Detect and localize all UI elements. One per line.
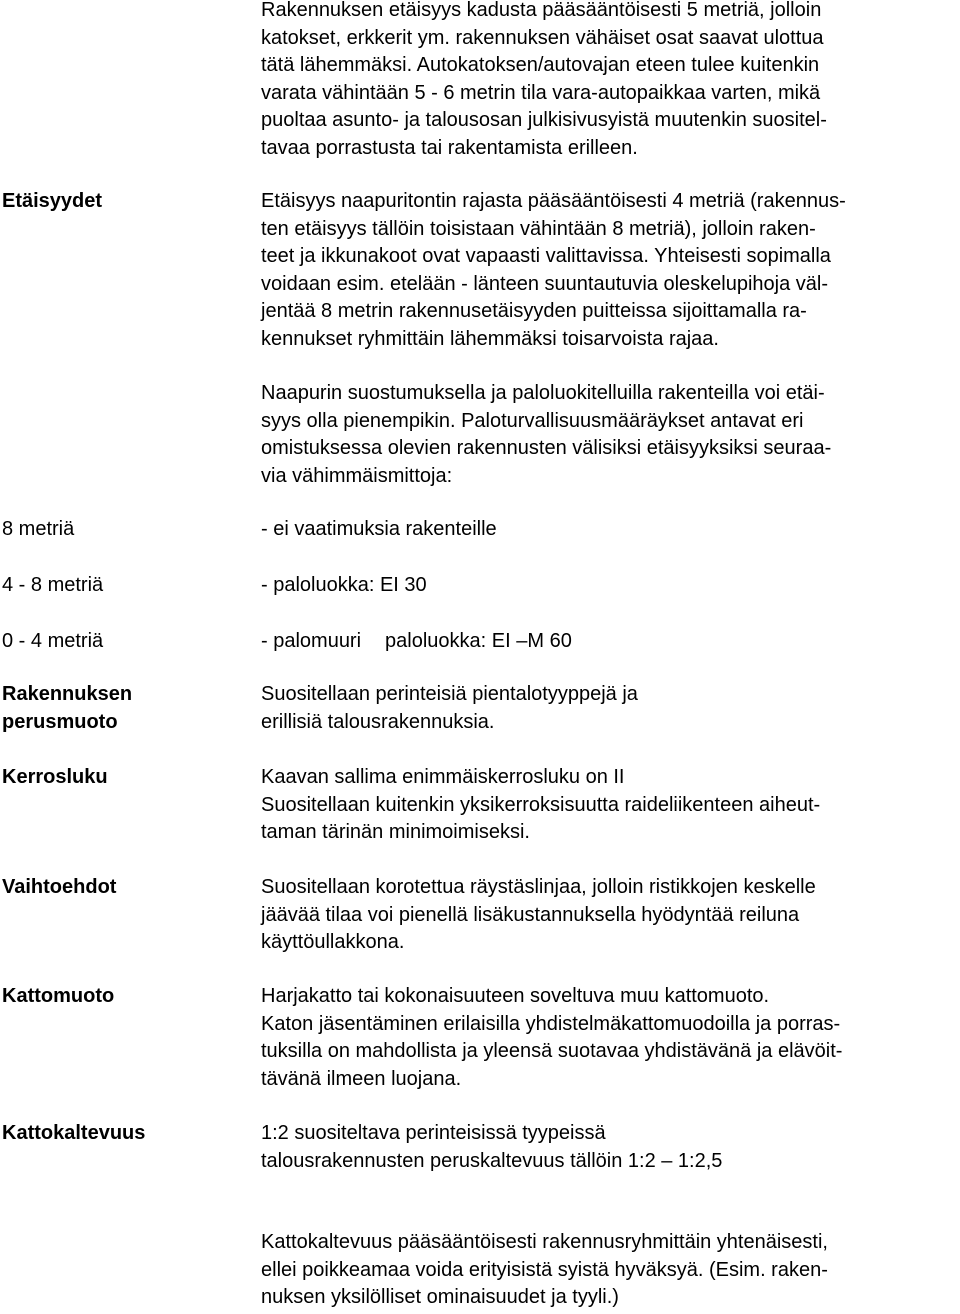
kerrosluku-paragraph (261, 764, 951, 847)
text-line: 1:2 suositeltava perinteisissä tyypeissä (261, 1122, 606, 1144)
distance-requirement (261, 628, 572, 656)
section-label-kerrosluku (2, 764, 108, 792)
text-line: katokset, erkkerit ym. rakennuksen vähäiset osat saavat ulottua (261, 26, 824, 49)
text-line: Kaavan sallima enimmäiskerrosluku on II (261, 766, 625, 788)
text-line: käyttöullakkona. (261, 931, 405, 953)
etaisyydet-paragraph-1 (261, 188, 951, 353)
text-line: puoltaa asunto- ja talousosan julkisivusyistä muutenkin suositel- (261, 109, 827, 131)
distance-range: 4 - 8 metriä (2, 574, 104, 596)
text-line: syys olla pienempikin. Paloturvallisuusmääräykset antavat eri (261, 409, 804, 432)
text-line: taman tärinän minimoimiseksi. (261, 821, 530, 843)
perusmuoto-paragraph (261, 681, 951, 736)
section-label-text: perusmuoto (2, 710, 118, 733)
text-line: teet ja ikkunakoot ovat vapaasti valittavissa. Yhteisesti sopimalla (261, 245, 831, 267)
distance-requirement: - paloluokka: EI 30 (261, 574, 427, 596)
section-label-text: Etäisyydet (2, 190, 103, 212)
text-line: ten etäisyys tällöin toisistaan vähintään 8 metriä), jolloin raken- (261, 217, 816, 240)
etaisyydet-paragraph-2 (261, 380, 951, 490)
text-line: Suositellaan kuitenkin yksikerroksisuutta raideliikenteen aiheut- (261, 793, 821, 816)
distance-requirement-part: paloluokka: EI –M 60 (385, 630, 572, 652)
text-line: Suositellaan korotettua räystäslinjaa, jolloin ristikkojen keskelle (261, 876, 816, 898)
text-line: tavaa porrastusta tai rakentamista erilleen. (261, 136, 638, 159)
section-label-etaisyydet (2, 188, 102, 216)
section-label-text: Kattokaltevuus (2, 1122, 146, 1144)
distance-requirement-part: - palomuuri (261, 630, 362, 652)
section-label-text: Kerrosluku (2, 766, 108, 788)
section-label-vaihtoehdot (2, 874, 116, 902)
text-line: Katon jäsentäminen erilaisilla yhdistelmäkattomuodoilla ja porras- (261, 1012, 841, 1035)
text-line: Etäisyys naapuritontin rajasta pääsääntöisesti 4 metriä (rakennus- (261, 190, 846, 212)
section-label-kattokaltevuus (2, 1120, 145, 1148)
text-line: via vähimmäismittoja: (261, 464, 453, 487)
kattokaltevuus-paragraph-2 (261, 1229, 951, 1312)
text-line: tävänä ilmeen luojana. (261, 1067, 462, 1090)
text-line: talousrakennusten peruskaltevuus tällöin 1:2 – 1:2,5 (261, 1149, 723, 1172)
text-line: Naapurin suostumuksella ja paloluokitelluilla rakenteilla voi etäi- (261, 382, 825, 404)
kattomuoto-paragraph (261, 983, 951, 1093)
section-label-kattomuoto (2, 983, 114, 1011)
section-label-text: Kattomuoto (2, 985, 115, 1007)
text-line: Rakennuksen etäisyys kadusta pääsääntöisesti 5 metriä, jolloin (261, 0, 822, 21)
text-line: omistuksessa olevien rakennusten välisiksi etäisyyksiksi seuraa- (261, 437, 832, 459)
text-line: tätä lähemmäksi. Autokatoksen/autovajan eteen tulee kuitenkin (261, 54, 820, 76)
text-line: Harjakatto tai kokonaisuuteen soveltuva muu kattomuoto. (261, 985, 770, 1007)
text-line: kennukset ryhmittäin lähemmäksi toisarvoista rajaa. (261, 327, 719, 350)
text-line: ellei poikkeamaa voida erityisistä syistä hyväksyä. (Esim. raken- (261, 1258, 828, 1281)
distance-range: 0 - 4 metriä (2, 630, 104, 652)
text-line: Suositellaan perinteisiä pientalotyyppejä ja (261, 683, 638, 705)
section-label-perusmuoto (2, 681, 132, 736)
distance-requirement: - ei vaatimuksia rakenteille (261, 518, 497, 540)
section-label-text: Rakennuksen (2, 683, 133, 705)
section-label-text: Vaihtoehdot (2, 876, 117, 898)
distance-range: 8 metriä (2, 518, 75, 540)
text-line: Kattokaltevuus pääsääntöisesti rakennusryhmittäin yhtenäisesti, (261, 1231, 828, 1253)
text-line: nuksen yksilölliset ominaisuudet ja tyyli.) (261, 1286, 619, 1308)
text-line: tuksilla on mahdollista ja yleensä suotavaa yhdistävänä ja elävöit- (261, 1040, 843, 1062)
vaihtoehdot-paragraph (261, 874, 951, 957)
text-line: jäävää tilaa voi pienellä lisäkustannuksella hyödyntää reiluna (261, 903, 800, 926)
text-line: voidaan esim. etelään - länteen suuntautuvia oleskelupihoja väl- (261, 272, 829, 295)
text-line: varata vähintään 5 - 6 metrin tila vara-autopaikkaa varten, mikä (261, 81, 821, 104)
text-line: erillisiä talousrakennuksia. (261, 710, 495, 733)
text-line: jentää 8 metrin rakennusetäisyyden puitteissa sijoittamalla ra- (261, 300, 807, 322)
kattokaltevuus-paragraph-1 (261, 1120, 951, 1175)
intro-paragraph (261, 0, 951, 162)
